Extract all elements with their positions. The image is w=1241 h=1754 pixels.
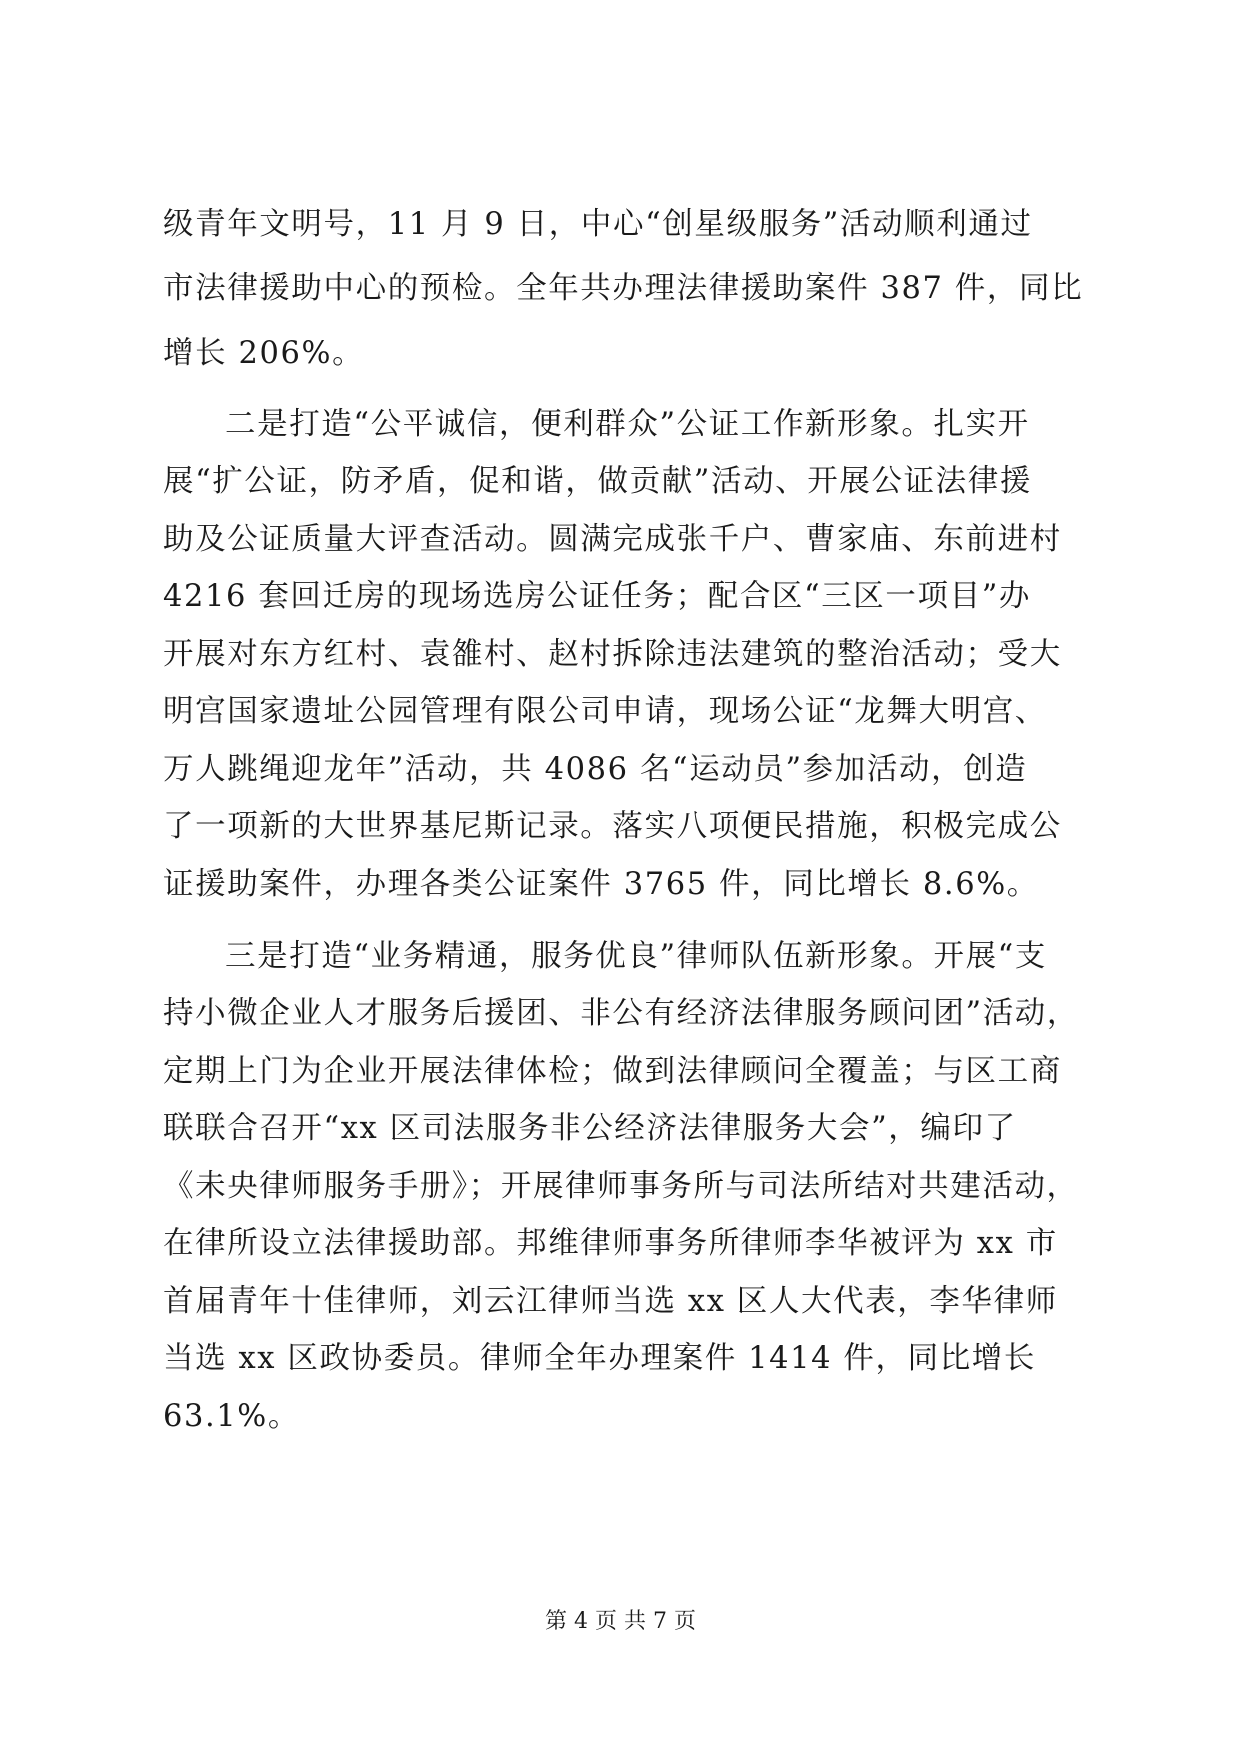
- body-line: 首届青年十佳律师，刘云江律师当选 xx 区人大代表，李华律师: [163, 1284, 1058, 1319]
- body-line: 持小微企业人才服务后援团、非公有经济法律服务顾问团”活动，: [163, 996, 1079, 1031]
- body-line: 开展对东方红村、袁雒村、赵村拆除违法建筑的整治活动；受大: [163, 637, 1062, 672]
- body-line: 证援助案件，办理各类公证案件 3765 件，同比增长 8.6%。: [163, 867, 1039, 902]
- body-line: 联联合召开“xx 区司法服务非公经济法律服务大会”，编印了: [163, 1111, 1017, 1146]
- body-line: 《未央律师服务手册》；开展律师事务所与司法所结对共建活动，: [163, 1169, 1079, 1204]
- body-line: 4216 套回迁房的现场选房公证任务；配合区“三区一项目”办: [163, 579, 1031, 614]
- body-line: 万人跳绳迎龙年”活动，共 4086 名“运动员”参加活动，创造: [163, 752, 1028, 787]
- paragraph-start-line: 二是打造“公平诚信，便利群众”公证工作新形象。扎实开: [225, 407, 1030, 442]
- body-line: 定期上门为企业开展法律体检；做到法律顾问全覆盖；与区工商: [163, 1054, 1062, 1089]
- body-line: 了一项新的大世界基尼斯记录。落实八项便民措施，积极完成公: [163, 809, 1062, 844]
- body-line: 在律所设立法律援助部。邦维律师事务所律师李华被评为 xx 市: [163, 1226, 1058, 1261]
- body-line: 级青年文明号，11 月 9 日，中心“创星级服务”活动顺利通过: [163, 207, 1033, 242]
- body-line: 63.1%。: [163, 1399, 300, 1434]
- body-line: 市法律援助中心的预检。全年共办理法律援助案件 387 件，同比: [163, 271, 1083, 306]
- body-line: 展“扩公证，防矛盾，促和谐，做贡献”活动、开展公证法律援: [163, 464, 1032, 499]
- body-line: 明宫国家遗址公园管理有限公司申请，现场公证“龙舞大明宫、: [163, 694, 1047, 729]
- body-line: 增长 206%。: [163, 336, 365, 371]
- body-line: 当选 xx 区政协委员。律师全年办理案件 1414 件，同比增长: [163, 1341, 1037, 1376]
- body-line: 助及公证质量大评查活动。圆满完成张千户、曹家庙、东前进村: [163, 522, 1062, 557]
- paragraph-start-line: 三是打造“业务精通，服务优良”律师队伍新形象。开展“支: [225, 939, 1047, 974]
- page-number-footer: 第 4 页 共 7 页: [545, 1609, 696, 1634]
